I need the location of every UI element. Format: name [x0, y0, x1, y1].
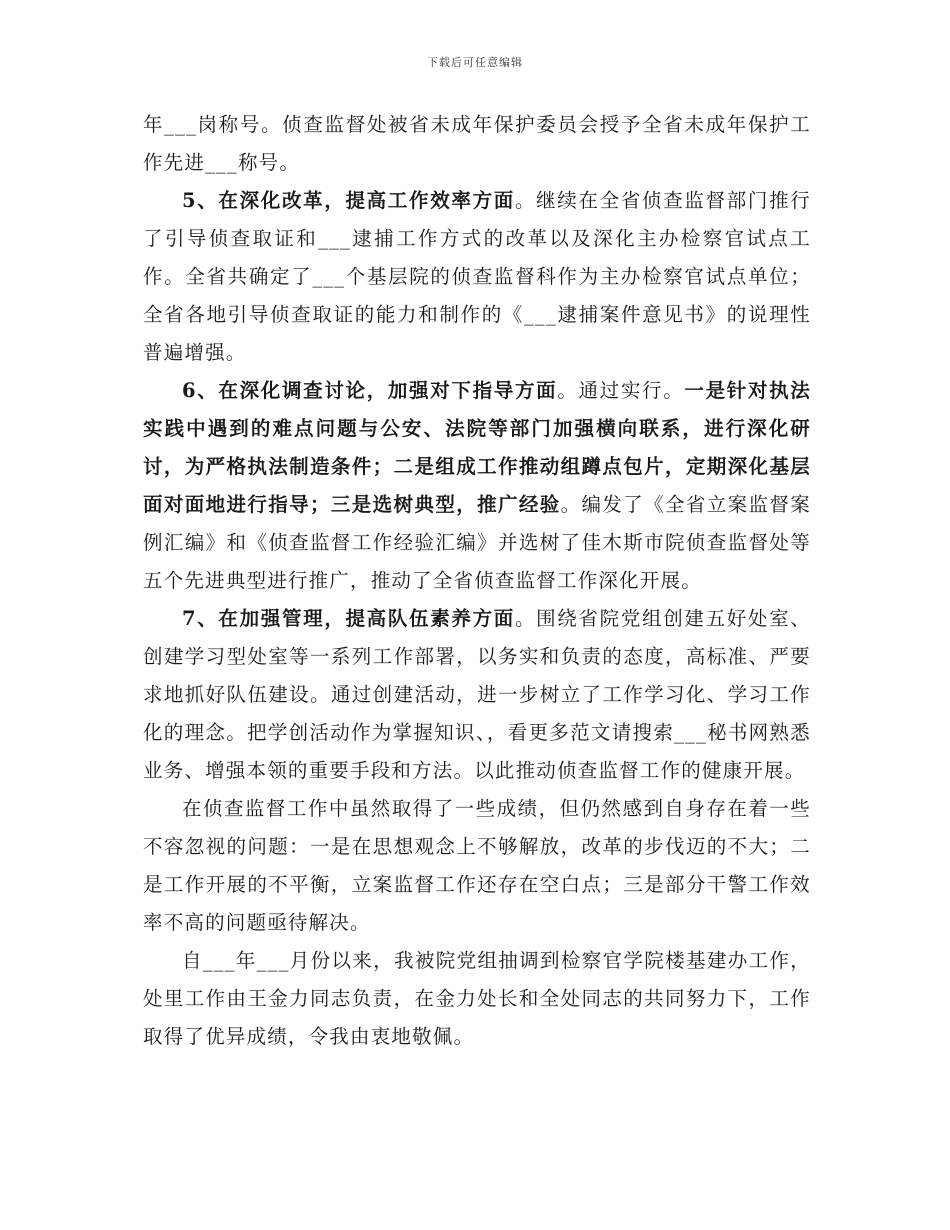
- paragraph-4: [143, 600, 811, 790]
- text-run: 自___年___月份以来，我被院党组抽调到检察官学院楼基建办工作，处里工作由王金力同志负责，在金力处长和全处同志的共同努力下，工作取得了优异成绩，令我由衷地敬佩。: [143, 949, 811, 1048]
- paragraph-3: [143, 372, 811, 600]
- section-heading-7: 7、在加强管理，提高队伍素养方面: [182, 607, 515, 630]
- paragraph-2: [143, 182, 811, 372]
- text-run: 。围绕省院党组创建五好处室、创建学习型处室等一系列工作部署，以务实和负责的态度，高标准、严要求地抓好队伍建设。通过创建活动，进一步树立了工作学习化、学习工作化的理念。把学创活动作为掌握知识、，看更多范文请搜索___秘书网熟悉业务、增强本领的重要手段和方法。以此推动侦查监督工作的健康开展。: [143, 607, 811, 782]
- paragraph-1: [143, 106, 811, 182]
- document-body: [143, 106, 811, 1056]
- text-run: 在侦查监督工作中虽然取得了一些成绩，但仍然感到自身存在着一些不容忽视的问题：一是在思想观念上不够解放，改革的步伐迈的不大；二是工作开展的不平衡，立案监督工作还存在空白点；三是部分干警工作效率不高的问题亟待解决。: [143, 797, 811, 934]
- section-heading-5: 5、在深化改革，提高工作效率方面: [182, 189, 515, 212]
- paragraph-6: [143, 942, 811, 1056]
- text-run: 年___岗称号。侦查监督处被省未成年保护委员会授予全省未成年保护工作先进___称号。: [143, 113, 811, 174]
- bold-text-run: 一是针对执法实践中遇到的难点问题与公安、法院等部门加强横向联系，进行深化研讨，为严格执法制造条件；二是组成工作推动组蹲点包片，定期深化基层面对面地进行指导；三是选树典型，推广经验: [143, 379, 812, 516]
- section-heading-6: 6、在深化调查讨论，加强对下指导方面: [182, 379, 558, 402]
- text-run: 。编发了《全省立案监督案例汇编》和《侦查监督工作经验汇编》并选树了佳木斯市院侦查监督处等五个先进典型进行推广，推动了全省侦查监督工作深化开展。: [143, 493, 811, 592]
- page-header: 下载后可任意编辑: [427, 56, 523, 69]
- text-run: 。通过实行。: [557, 379, 685, 402]
- paragraph-5: [143, 790, 811, 942]
- text-run: 。继续在全省侦查监督部门推行了引导侦查取证和___逮捕工作方式的改革以及深化主办检察官试点工作。全省共确定了___个基层院的侦查监督科作为主办检察官试点单位；全省各地引导侦查取证的能力和制作的《___逮捕案件意见书》的说理性普遍增强。: [143, 189, 811, 364]
